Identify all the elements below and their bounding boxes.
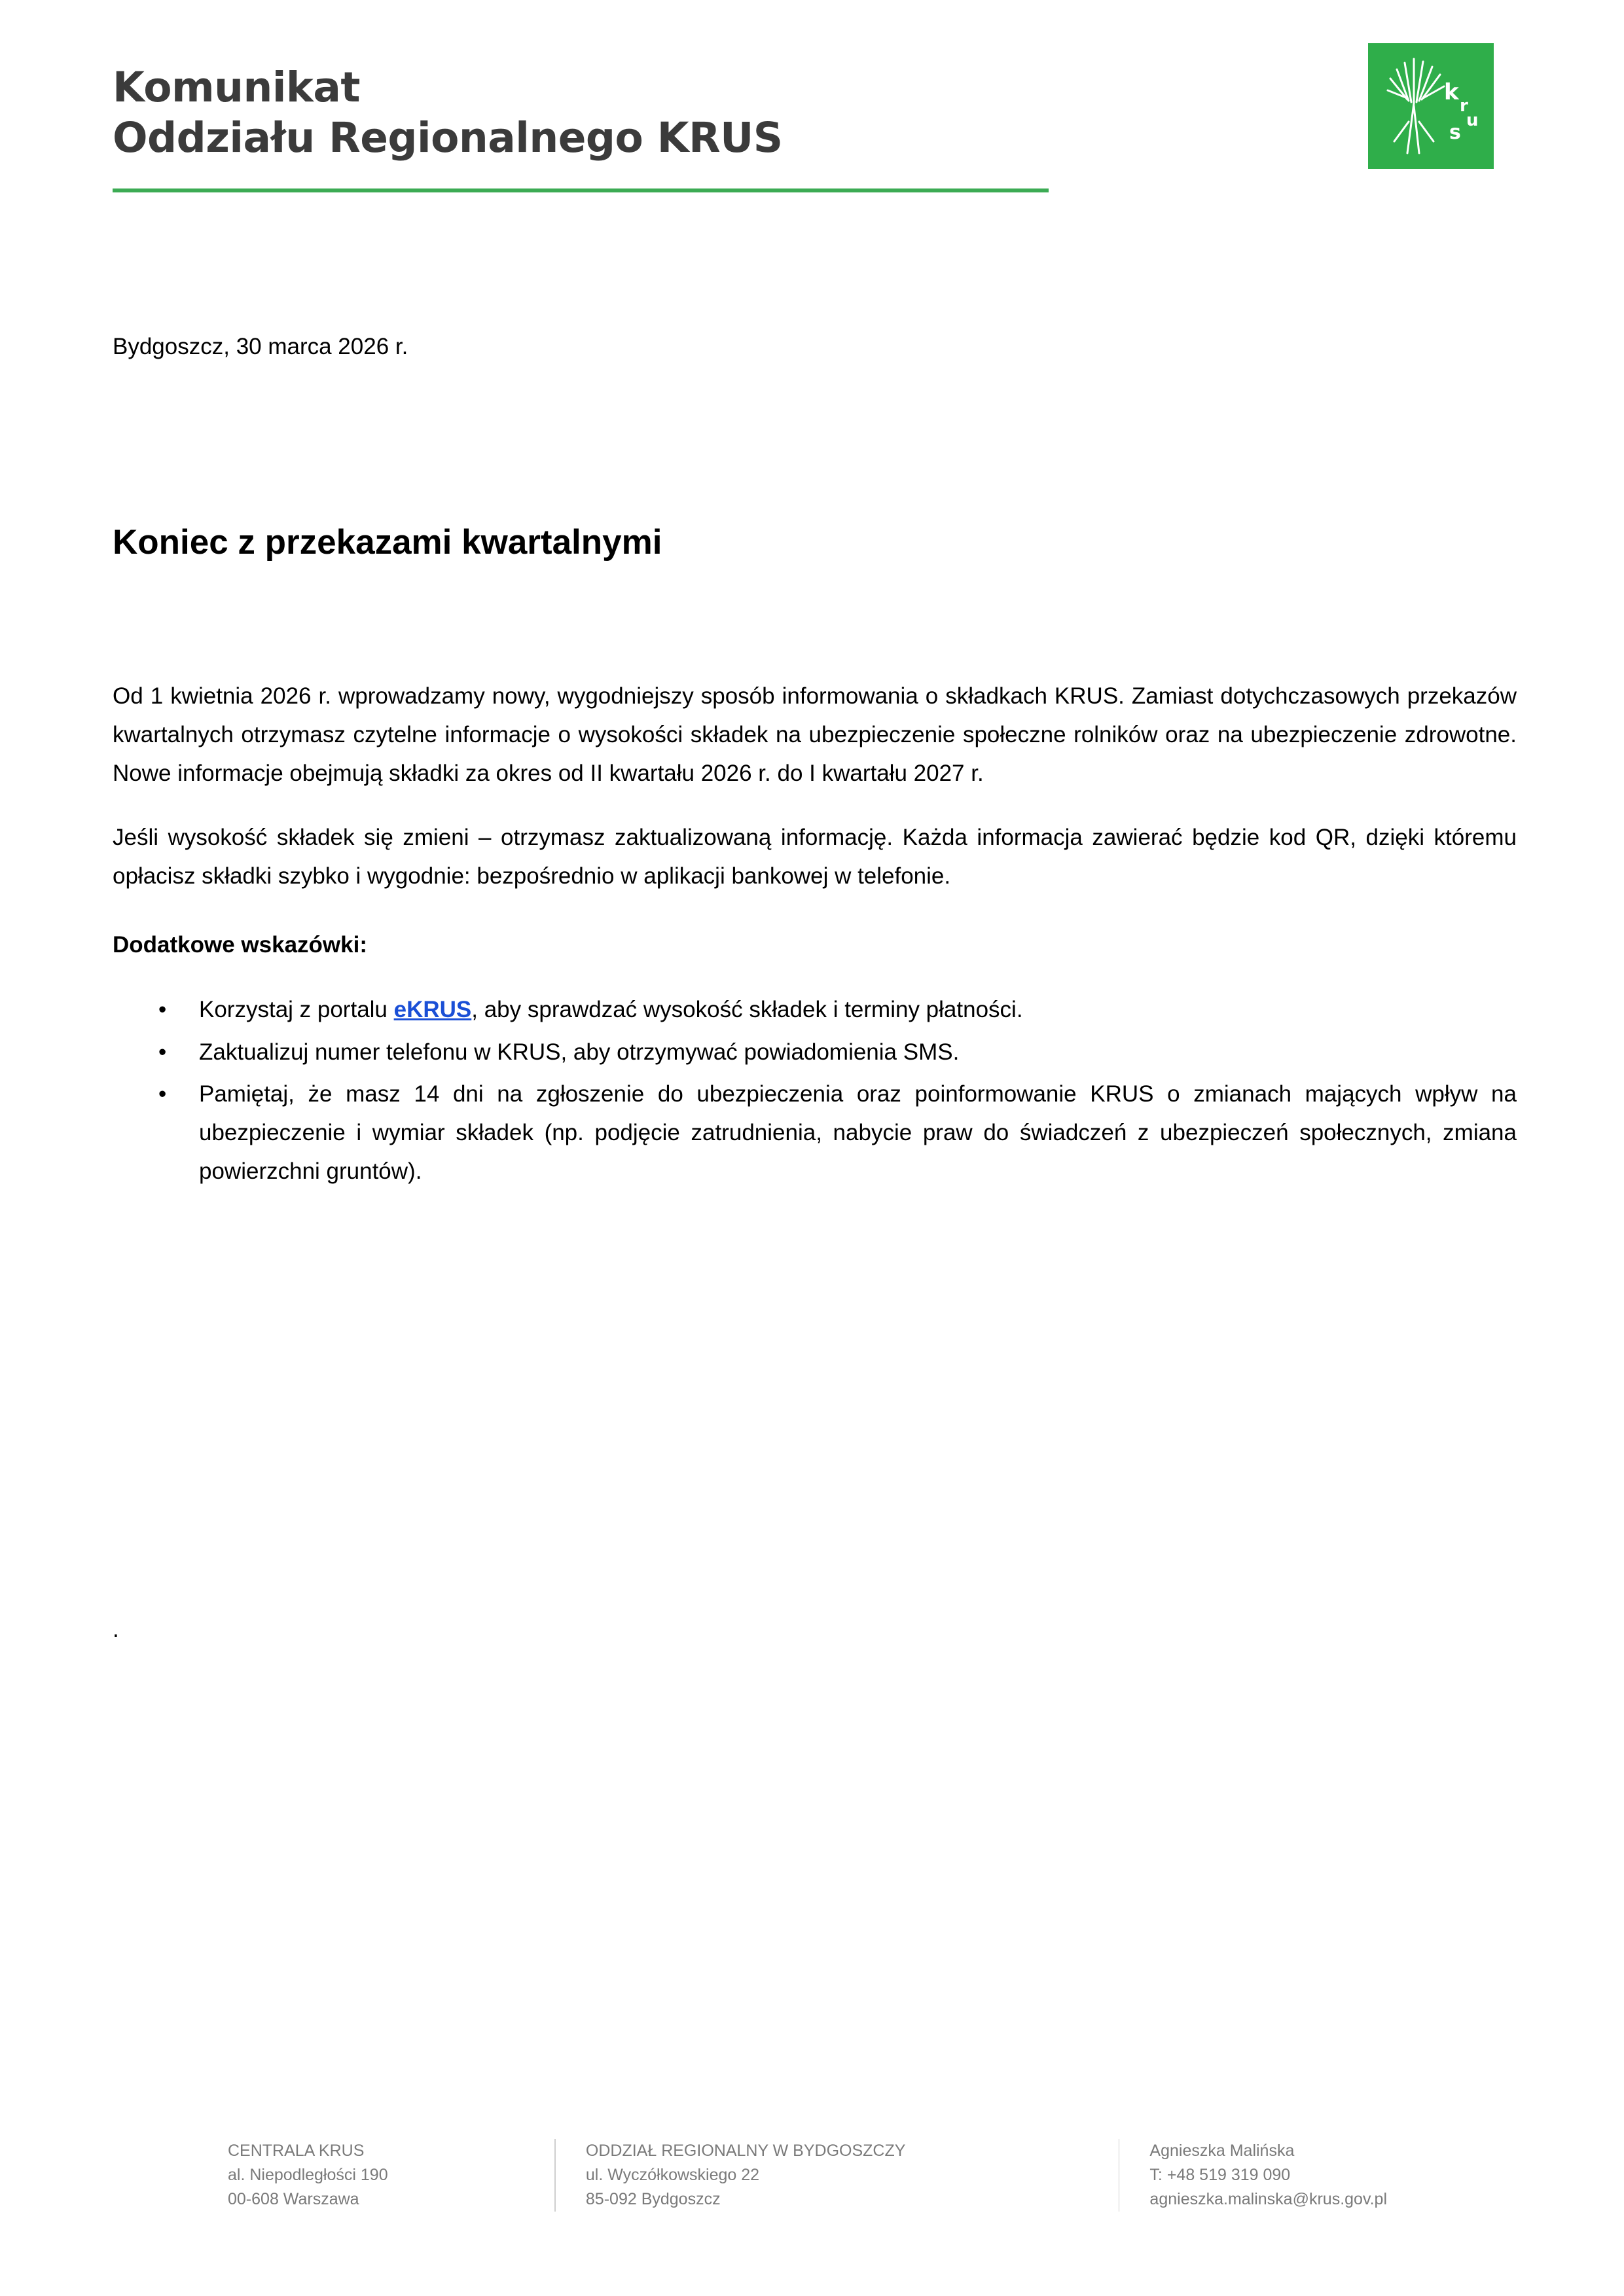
footer-column-headquarters xyxy=(228,2139,554,2212)
footer-contact-email: agnieszka.malinska@krus.gov.pl xyxy=(1149,2190,1387,2208)
tip-1-text-before: Korzystaj z portalu xyxy=(199,996,394,1022)
place-and-date: Bydgoszcz, 30 marca 2026 r. xyxy=(113,334,408,359)
footer-hq-city: 00-608 Warszawa xyxy=(228,2190,359,2208)
document-body xyxy=(113,677,1517,1195)
footer-column-branch xyxy=(586,2139,1119,2212)
footer-hq-street: al. Niepodległości 190 xyxy=(228,2166,388,2184)
list-item xyxy=(199,1033,1517,1072)
list-item xyxy=(199,991,1517,1030)
paragraph-1: Od 1 kwietnia 2026 r. wprowadzamy nowy, wygodniejszy sposób informowania o składkach KRUS. Zamiast dotychczasowych przekazów kwartalnych otrzymasz czytelne informacje o wysokości składek na ubezpieczenie społeczne rolników oraz na ubezpieczenie zdrowotne. Nowe informacje obejmują składki za okres od II kwartału 2026 r. do I kwartału 2027 r. xyxy=(113,683,1517,786)
header-divider-rule xyxy=(113,188,1049,192)
footer-hq-name: CENTRALA KRUS xyxy=(228,2142,365,2160)
ekrus-portal-link[interactable]: eKRUS xyxy=(393,996,472,1022)
svg-text:r: r xyxy=(1460,96,1468,116)
footer-branch-city: 85-092 Bydgoszcz xyxy=(585,2190,721,2208)
document-header xyxy=(113,63,1513,192)
header-title-block xyxy=(113,63,1160,164)
svg-text:s: s xyxy=(1449,121,1461,144)
tip-2-text: Zaktualizuj numer telefonu w KRUS, aby otrzymywać powiadomienia SMS. xyxy=(199,1039,960,1065)
list-item xyxy=(199,1075,1517,1191)
trailing-period: . xyxy=(113,1617,119,1642)
header-title-line-2: Oddziału Regionalnego KRUS xyxy=(113,113,783,162)
tip-3-text: Pamiętaj, że masz 14 dni na zgłoszenie do ubezpieczenia oraz poinformowanie KRUS o zmianach mających wpływ na ubezpieczenie i wymiar składek (np. podjęcie zatrudnienia, nabycie praw do świadczeń z ubezpieczeń społecznych, zmiana powierzchni gruntów). xyxy=(199,1081,1517,1184)
krus-logo-icon xyxy=(1368,43,1494,169)
footer-contact-phone: T: +48 519 319 090 xyxy=(1149,2166,1291,2184)
tips-list xyxy=(113,991,1517,1191)
document-footer xyxy=(228,2139,1458,2212)
tips-heading: Dodatkowe wskazówki: xyxy=(113,931,367,958)
footer-branch-name: ODDZIAŁ REGIONALNY W BYDGOSZCZY xyxy=(585,2142,906,2160)
page-title: Koniec z przekazami kwartalnymi xyxy=(113,522,662,562)
svg-text:u: u xyxy=(1466,111,1479,130)
footer-divider-2 xyxy=(1119,2139,1120,2212)
paragraph-2: Jeśli wysokość składek się zmieni – otrzymasz zaktualizowaną informację. Każda informacja zawierać będzie kod QR, dzięki któremu opłacisz składki szybko i wygodnie: bezpośrednio w aplikacji bankowej w telefonie. xyxy=(113,825,1517,889)
footer-contact-name: Agnieszka Malińska xyxy=(1149,2142,1295,2160)
footer-divider-1 xyxy=(554,2139,556,2212)
footer-branch-street: ul. Wyczółkowskiego 22 xyxy=(585,2166,760,2184)
footer-column-contact xyxy=(1149,2139,1458,2212)
tip-1-text-after: , aby sprawdzać wysokość składek i terminy płatności. xyxy=(471,996,1023,1022)
svg-text:k: k xyxy=(1444,79,1459,105)
header-title-line-1: Komunikat xyxy=(113,63,360,111)
